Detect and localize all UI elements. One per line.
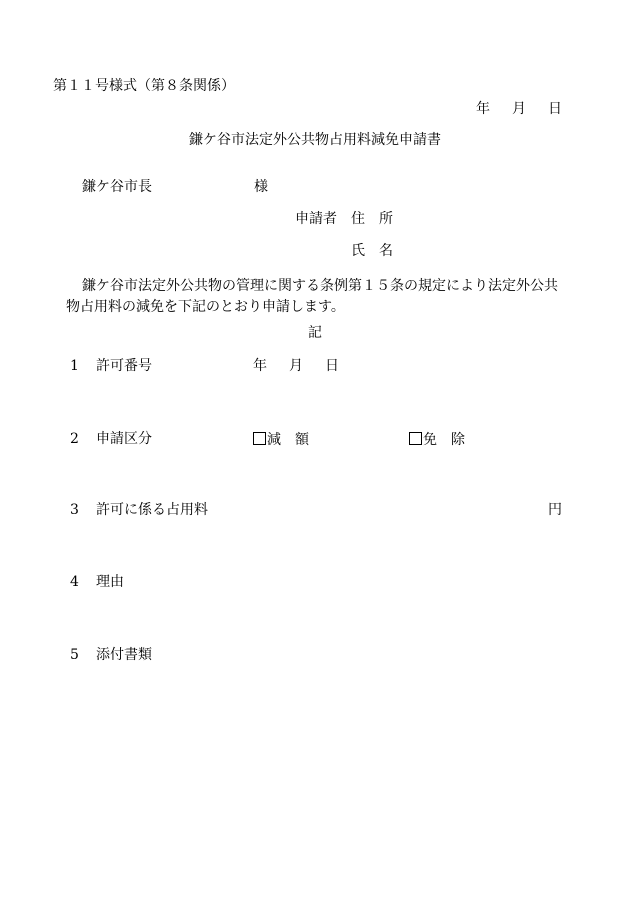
document-title: 鎌ケ谷市法定外公共物占用料減免申請書 [189, 132, 441, 148]
date-year-label: 年 [476, 101, 490, 117]
application-date [476, 102, 562, 116]
item-label: 申請区分 [96, 431, 152, 447]
form-number: 第１１号様式（第８条関係） [53, 78, 235, 94]
fee-unit: 円 [548, 502, 562, 518]
permit-date [253, 359, 339, 373]
item-number: 2 [70, 431, 79, 447]
reduce-label: 減 額 [267, 432, 309, 448]
exempt-checkbox[interactable] [409, 432, 422, 445]
item-occupancy-fee [70, 503, 208, 517]
item-number: 4 [70, 574, 79, 590]
permit-month-label: 月 [289, 358, 303, 374]
applicant-address-row [295, 211, 393, 227]
item-label: 添付書類 [96, 647, 152, 663]
ki-heading: 記 [308, 325, 322, 341]
applicant-label: 申請者 [295, 211, 337, 227]
item-label: 理由 [96, 574, 124, 590]
date-day-label: 日 [548, 101, 562, 117]
permit-year-label: 年 [253, 358, 267, 374]
addressee-label: 鎌ケ谷市長 [82, 179, 152, 195]
applicant-name-row [351, 244, 393, 258]
item-reason [70, 575, 124, 589]
addressee [82, 179, 268, 195]
item-number: 5 [70, 647, 79, 663]
exempt-option[interactable] [409, 432, 465, 447]
item-number: 3 [70, 502, 79, 518]
addressee-honorific: 様 [254, 179, 268, 195]
address-label: 住 所 [351, 211, 393, 227]
permit-day-label: 日 [325, 358, 339, 374]
reduce-option[interactable] [253, 432, 309, 447]
item-label: 許可に係る占用料 [96, 502, 208, 518]
body-paragraph: 鎌ケ谷市法定外公共物の管理に関する条例第１５条の規定により法定外公共物占用料の減免を下記のとおり申請します。 [66, 278, 558, 315]
item-attachments [70, 648, 152, 662]
item-permit-number [70, 359, 152, 373]
date-month-label: 月 [512, 101, 526, 117]
item-application-type [70, 432, 152, 446]
reduce-checkbox[interactable] [253, 432, 266, 445]
exempt-label: 免 除 [423, 432, 465, 448]
item-number: 1 [70, 358, 79, 374]
item-label: 許可番号 [96, 358, 152, 374]
name-label: 氏 名 [351, 243, 393, 259]
